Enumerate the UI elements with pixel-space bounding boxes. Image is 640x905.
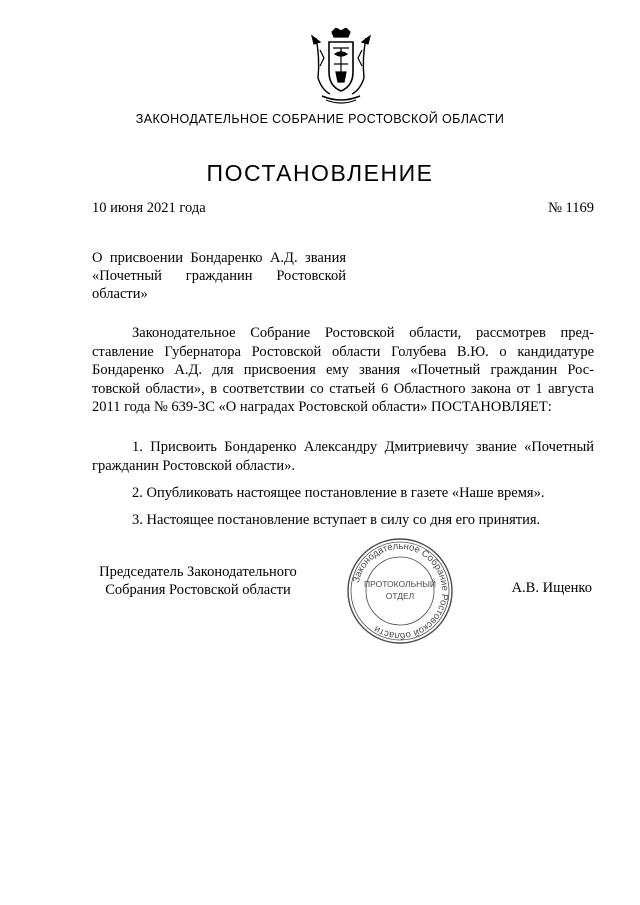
document-type-title: ПОСТАНОВЛЕНИЕ: [206, 160, 434, 186]
item-line: 2. Опубликовать настоящее постановление в газете «Наше время».: [132, 485, 545, 501]
item-line: 1. Присвоить Бондаренко Александру Дмитриевичу звание «Почетный: [132, 439, 594, 455]
subject-line: «Почетный гражданин Ростовской: [92, 268, 346, 284]
document-date: 10 июня 2021 года: [92, 200, 206, 216]
preamble-paragraph: [92, 324, 594, 417]
stamp-center-line: ПРОТОКОЛЬНЫЙ: [364, 579, 436, 589]
organization-name: ЗАКОНОДАТЕЛЬНОЕ СОБРАНИЕ РОСТОВСКОЙ ОБЛАСТИ: [135, 112, 505, 126]
preamble-line: 2011 года № 639-ЗС «О наградах Ростовской области» ПОСТАНОВЛЯЕТ:: [92, 399, 552, 416]
signatory-title: [92, 563, 304, 599]
preamble-line: товской области», в соответствии со статьей 6 Областного закона от 1 августа: [92, 380, 594, 397]
resolution-item-1: [92, 438, 594, 475]
preamble-line: ставление Губернатора Ростовской области Голубева В.Ю. о кандидатуре: [92, 343, 594, 360]
signatory-name: А.В. Ищенко: [511, 580, 592, 596]
stamp-center-line: ОТДЕЛ: [385, 591, 415, 601]
item-line: гражданин Ростовской области».: [92, 457, 295, 474]
document-number: № 1169: [548, 200, 594, 216]
resolution-item-3: [92, 511, 594, 530]
resolution-item-2: [92, 484, 594, 503]
coat-of-arms-icon: [306, 28, 376, 106]
item-line: 3. Настоящее постановление вступает в силу со дня его принятия.: [132, 512, 541, 528]
document-subject: [92, 249, 346, 303]
stamp-ring-text: Законодательное Собрание Ростовской области: [350, 540, 451, 642]
subject-line: области»: [92, 286, 148, 302]
preamble-line: Бондаренко А.Д. для присвоения ему звания «Почетный гражданин Рос-: [92, 362, 594, 379]
signatory-title-line: Собрания Ростовской области: [105, 582, 291, 598]
official-stamp: [346, 537, 454, 645]
preamble-line: Законодательное Собрание Ростовской области, рассмотрев пред-: [132, 325, 594, 341]
subject-line: О присвоении Бондаренко А.Д. звания: [92, 250, 346, 266]
signatory-title-line: Председатель Законодательного: [99, 564, 297, 580]
